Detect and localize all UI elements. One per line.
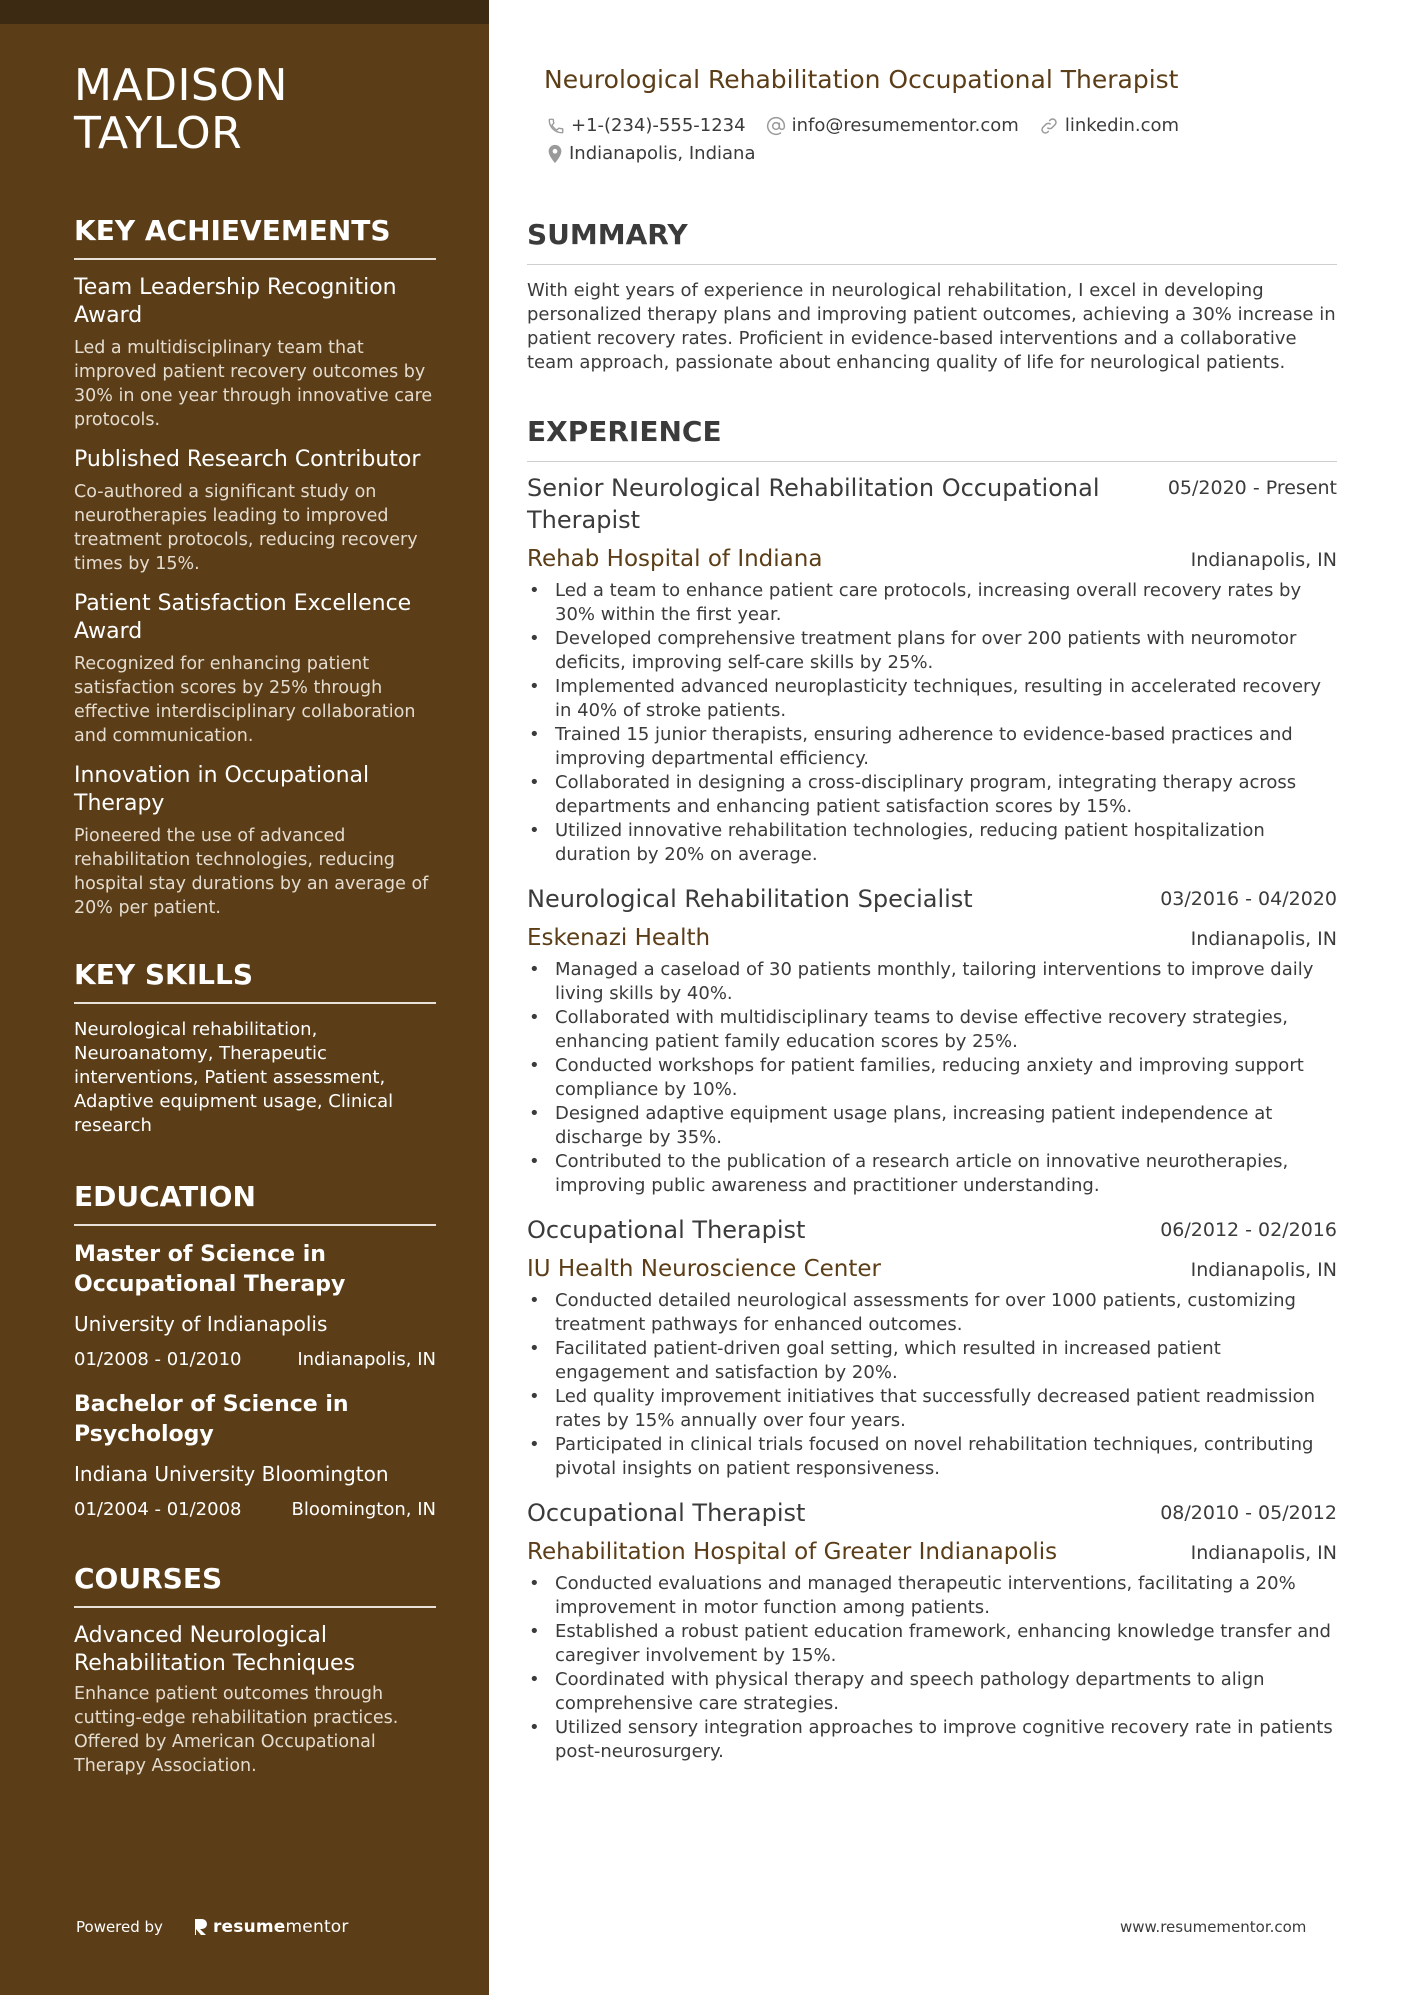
job-bullet: • Participated in clinical trials focused on novel rehabilitation techniques, contributing pivotal insights on patient responsiveness. (527, 1433, 1337, 1481)
job-bullet: • Trained 15 junior therapists, ensuring adherence to evidence-based practices and improving departmental efficiency. (527, 723, 1337, 771)
courses-heading: COURSES (74, 1562, 436, 1608)
education-degree: Master of Science in Occupational Therapy (74, 1242, 346, 1297)
headline: Neurological Rehabilitation Occupational Therapist (544, 65, 1179, 94)
achievements-heading: KEY ACHIEVEMENTS (74, 214, 436, 260)
location-text: Indianapolis, Indiana (569, 143, 756, 164)
skills-section (74, 958, 436, 1138)
education-school: University of Indianapolis (74, 1312, 328, 1336)
powered-by (76, 1917, 349, 1937)
summary-heading: SUMMARY (527, 218, 1337, 265)
education-dates: 01/2008 - 01/2010 (74, 1349, 242, 1370)
phone-text: +1-(234)-555-1234 (571, 115, 746, 136)
achievement-title: Innovation in Occupational Therapy (74, 763, 370, 816)
phone-icon (547, 117, 565, 135)
education-section (74, 1180, 436, 1522)
contact-info (547, 112, 1327, 168)
job-bullet: • Contributed to the publication of a research article on innovative neurotherapies, improving public awareness and practitioner understanding. (527, 1150, 1337, 1198)
location-contact (547, 141, 756, 167)
achievement-item (74, 590, 436, 748)
job-bullet: • Coordinated with physical therapy and speech pathology departments to align comprehensive care strategies. (527, 1668, 1337, 1716)
job-bullets (527, 1289, 1337, 1481)
candidate-name (74, 62, 436, 158)
achievement-desc: Pioneered the use of advanced rehabilitation technologies, reducing hospital stay durations by an average of 20% per patient. (74, 826, 429, 918)
email-text: info@resumementor.com (791, 115, 1019, 136)
achievement-item (74, 274, 436, 432)
summary-section (527, 218, 1337, 375)
job-entry (527, 472, 1337, 867)
phone-contact[interactable] (547, 113, 746, 139)
job-entry (527, 1497, 1337, 1764)
job-entry (527, 883, 1337, 1198)
job-role: Senior Neurological Rehabilitation Occupational Therapist (527, 474, 1100, 534)
education-item (74, 1240, 436, 1372)
footer-url[interactable]: www.resumementor.com (1120, 1918, 1307, 1936)
achievement-desc: Co-authored a significant study on neurotherapies leading to improved treatment protocols, reducing recovery times by 15%. (74, 482, 418, 574)
course-title: Advanced Neurological Rehabilitation Techniques (74, 1623, 356, 1676)
powered-by-label: Powered by (76, 1918, 163, 1936)
achievement-title: Published Research Contributor (74, 447, 421, 472)
first-name: MADISON (74, 60, 288, 111)
education-location: Bloomington, IN (291, 1499, 436, 1520)
sidebar (0, 0, 489, 1995)
job-dates: 06/2012 - 02/2016 (1160, 1219, 1337, 1241)
job-bullet: • Collaborated in designing a cross-disciplinary program, integrating therapy across departments and enhancing patient satisfaction scores by 15%. (527, 771, 1337, 819)
job-bullet: • Implemented advanced neuroplasticity techniques, resulting in accelerated recovery in 40% of stroke patients. (527, 675, 1337, 723)
linkedin-contact[interactable] (1039, 113, 1179, 139)
course-item (74, 1622, 436, 1778)
achievement-title: Patient Satisfaction Excellence Award (74, 591, 412, 644)
job-bullet: • Designed adaptive equipment usage plans, increasing patient independence at discharge by 35%. (527, 1102, 1337, 1150)
job-bullet: • Conducted workshops for patient families, reducing anxiety and improving support compliance by 10%. (527, 1054, 1337, 1102)
skills-heading: KEY SKILLS (74, 958, 436, 1004)
job-bullet: • Conducted evaluations and managed therapeutic interventions, facilitating a 20% improvement in motor function among patients. (527, 1572, 1337, 1620)
job-bullet: • Utilized innovative rehabilitation technologies, reducing patient hospitalization duration by 20% on average. (527, 819, 1337, 867)
email-contact[interactable] (766, 113, 1019, 139)
job-bullet: • Led quality improvement initiatives that successfully decreased patient readmission rates by 15% annually over four years. (527, 1385, 1337, 1433)
job-dates: 05/2020 - Present (1167, 477, 1337, 499)
courses-section (74, 1562, 436, 1778)
location-pin-icon (547, 144, 563, 164)
at-icon (766, 116, 786, 136)
link-icon (1039, 116, 1059, 136)
course-desc: Enhance patient outcomes through cutting-edge rehabilitation practices. Offered by American Occupational Therapy Association. (74, 1684, 399, 1776)
job-location: Indianapolis, IN (1190, 1259, 1337, 1281)
education-location: Indianapolis, IN (297, 1349, 436, 1370)
experience-heading: EXPERIENCE (527, 415, 1337, 462)
job-location: Indianapolis, IN (1190, 549, 1337, 571)
job-bullet: • Developed comprehensive treatment plans for over 200 patients with neuromotor deficits, improving self-care skills by 25%. (527, 627, 1337, 675)
linkedin-text: linkedin.com (1064, 115, 1180, 136)
job-role: Occupational Therapist (527, 1499, 806, 1527)
job-company: Rehabilitation Hospital of Greater Indianapolis (527, 1539, 1058, 1565)
job-company: Rehab Hospital of Indiana (527, 546, 823, 572)
achievement-item (74, 446, 436, 576)
job-role: Occupational Therapist (527, 1216, 806, 1244)
job-company: Eskenazi Health (527, 925, 711, 951)
job-bullet: • Led a team to enhance patient care protocols, increasing overall recovery rates by 30% within the first year. (527, 579, 1337, 627)
education-heading: EDUCATION (74, 1180, 436, 1226)
resumementor-logo: resumementor (212, 1917, 349, 1937)
job-bullets (527, 1572, 1337, 1764)
main-content (527, 0, 1337, 1995)
job-bullet: • Managed a caseload of 30 patients monthly, tailoring interventions to improve daily living skills by 40%. (527, 958, 1337, 1006)
job-dates: 03/2016 - 04/2020 (1160, 888, 1337, 910)
achievements-section (74, 214, 436, 920)
job-location: Indianapolis, IN (1190, 1542, 1337, 1564)
job-bullet: • Collaborated with multidisciplinary teams to devise effective recovery strategies, enhancing patient family education scores by 25%. (527, 1006, 1337, 1054)
last-name: TAYLOR (74, 108, 243, 159)
job-bullet: • Facilitated patient-driven goal setting, which resulted in increased patient engagement and satisfaction by 20%. (527, 1337, 1337, 1385)
education-item (74, 1390, 436, 1522)
experience-section (527, 415, 1337, 1764)
achievement-item (74, 762, 436, 920)
skills-list: Neurological rehabilitation, Neuroanatomy, Therapeutic interventions, Patient assessment, Adaptive equipment usage, Clinical research (74, 1019, 394, 1136)
job-bullets (527, 958, 1337, 1198)
education-dates: 01/2004 - 01/2008 (74, 1499, 242, 1520)
job-bullets (527, 579, 1337, 867)
job-dates: 08/2010 - 05/2012 (1160, 1502, 1337, 1524)
job-bullet: • Utilized sensory integration approaches to improve cognitive recovery rate in patients post-neurosurgery. (527, 1716, 1337, 1764)
job-bullet: • Conducted detailed neurological assessments for over 1000 patients, customizing treatment pathways for enhanced outcomes. (527, 1289, 1337, 1337)
job-entry (527, 1214, 1337, 1481)
education-school: Indiana University Bloomington (74, 1462, 389, 1486)
resumementor-logo-icon (193, 1917, 209, 1937)
job-company: IU Health Neuroscience Center (527, 1256, 881, 1282)
job-role: Neurological Rehabilitation Specialist (527, 885, 973, 913)
achievement-title: Team Leadership Recognition Award (74, 275, 397, 328)
sidebar-top-band (0, 0, 489, 24)
job-bullet: • Established a robust patient education framework, enhancing knowledge transfer and caregiver involvement by 15%. (527, 1620, 1337, 1668)
education-degree: Bachelor of Science in Psychology (74, 1392, 349, 1447)
job-location: Indianapolis, IN (1190, 928, 1337, 950)
achievement-desc: Led a multidisciplinary team that improved patient recovery outcomes by 30% in one year through innovative care protocols. (74, 338, 433, 430)
achievement-desc: Recognized for enhancing patient satisfaction scores by 25% through effective interdisciplinary collaboration and communication. (74, 654, 416, 746)
summary-text: With eight years of experience in neurological rehabilitation, I excel in developing personalized therapy plans and improving patient outcomes, achieving a 30% increase in patient recovery rates. Proficient in evidence-based interventions and a collaborative team approach, passionate about enhancing quality of life for neurological patients. (527, 280, 1336, 373)
